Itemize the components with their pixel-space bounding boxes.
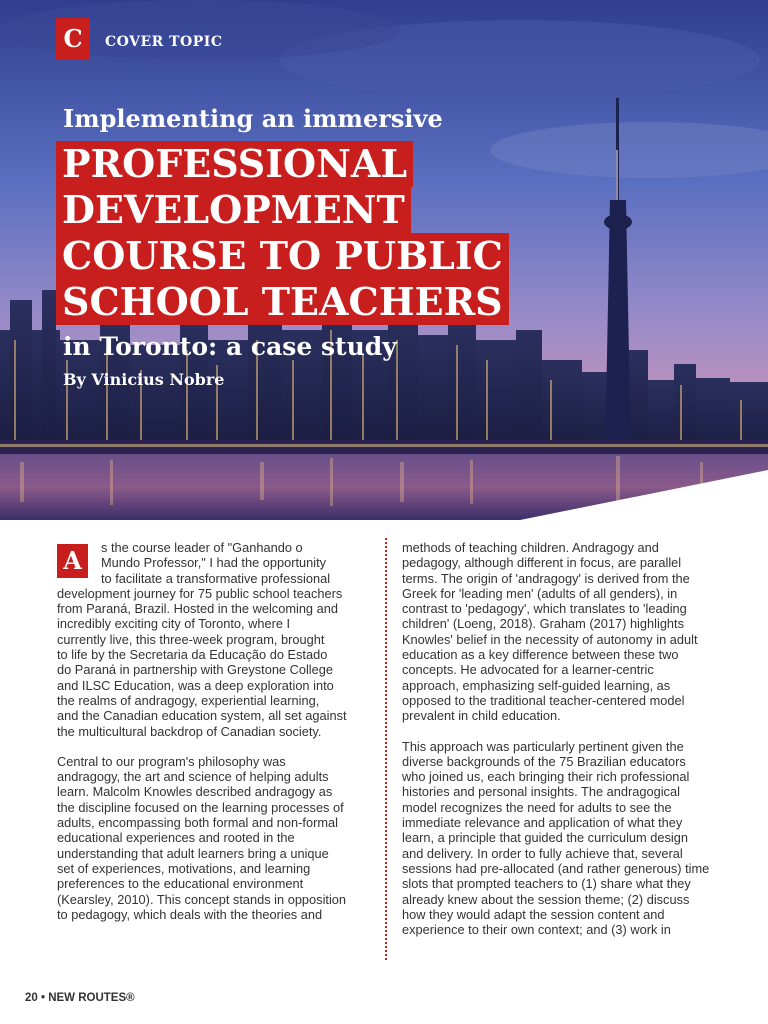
text-line: incredibly exciting city of Toronto, where I <box>57 616 291 632</box>
text-line: (Kearsley, 2010). This concept stands in opposition <box>57 891 347 907</box>
text-line: learn. Malcolm Knowles described andragogy as <box>57 784 333 800</box>
title-line-4: SCHOOL TEACHERS <box>56 279 509 325</box>
paragraph-1 <box>57 540 375 739</box>
text-line: andragogy, the art and science of helping adults <box>57 769 329 785</box>
text-line: immediate relevance and application of what they <box>402 815 683 831</box>
text-line: and the Canadian education system, all set against <box>57 708 347 724</box>
text-line: methods of teaching children. Andragogy and <box>402 540 659 555</box>
title-prefix: Implementing an immersive <box>63 104 443 133</box>
title-suffix: in Toronto: a case study <box>63 332 397 361</box>
text-line: understanding that adult learners bring a unique <box>57 845 329 861</box>
text-line: development journey for 75 public school teachers <box>57 585 343 601</box>
title-line-1: PROFESSIONAL <box>56 141 413 187</box>
text-line: educational experiences and rooted in the <box>57 830 295 846</box>
text-line: pedagogy, although different in focus, are parallel <box>402 555 682 571</box>
text-line: to facilitate a transformative professional <box>101 570 331 586</box>
text-line: model recognizes the need for adults to see the <box>402 799 672 815</box>
text-line: sessions had pre-allocated (and rather generous) time <box>402 860 710 876</box>
text-line: who joined us, each bringing their rich professional <box>402 769 690 785</box>
author-byline: By Vinicius Nobre <box>63 370 225 389</box>
text-line: concepts. He advocated for a learner-centric <box>402 662 654 678</box>
text-line: Central to our program's philosophy was <box>57 753 286 769</box>
page-footer: 20 • NEW ROUTES® <box>25 992 135 1004</box>
text-line: to pedagogy, which deals with the theories and <box>57 906 323 922</box>
paragraph-3 <box>402 540 722 724</box>
column-divider <box>385 538 387 960</box>
text-line: approach, emphasizing self-guided learning, as <box>402 677 671 693</box>
dropcap: A <box>57 544 88 578</box>
text-line: set of experiences, motivations, and learning <box>57 860 311 876</box>
text-line: This approach was particularly pertinent given the <box>402 738 684 754</box>
text-line: from Paraná, Brazil. Hosted in the welcoming and <box>57 601 338 617</box>
text-line: do Paraná in partnership with Greystone College <box>57 662 334 678</box>
text-line: Mundo Professor," I had the opportunity <box>101 555 327 571</box>
text-line: prevalent in child education. <box>402 708 561 724</box>
text-line: already knew about the session theme; (2) discuss <box>402 891 690 907</box>
text-line: opposed to the traditional teacher-centered model <box>402 692 685 708</box>
text-line: the multicultural backdrop of Canadian society. <box>57 723 322 739</box>
article-column-left <box>57 540 375 922</box>
text-line: children' (Loeng, 2018). Graham (2017) highlights <box>402 616 685 632</box>
text-line: to life by the Secretaria da Educação do Estado <box>57 647 328 663</box>
text-line: diverse backgrounds of the 75 Brazilian educators <box>402 753 686 769</box>
text-line: s the course leader of "Ganhando o <box>101 540 303 555</box>
section-label: COVER TOPIC <box>105 34 223 50</box>
text-line: slots that prompted teachers to (1) share what they <box>402 876 691 892</box>
text-line: the discipline focused on the learning processes of <box>57 799 344 815</box>
text-line: and delivery. In order to fully achieve that, several <box>402 845 683 861</box>
text-line: how they would adapt the session content and <box>402 906 665 922</box>
text-line: currently live, this three-week program, brought <box>57 631 325 647</box>
text-line: learn, a principle that guided the curriculum design <box>402 830 688 846</box>
text-line: Knowles' belief in the necessity of autonomy in adult <box>402 631 698 647</box>
title-line-3: COURSE TO PUBLIC <box>56 233 509 279</box>
text-line: education as a key difference between these two <box>402 647 679 663</box>
article-column-right <box>402 540 722 937</box>
text-line: adults, encompassing both formal and non-formal <box>57 815 338 831</box>
text-line: the realms of andragogy, experiential learning, <box>57 692 320 708</box>
title-line-2: DEVELOPMENT <box>56 187 411 233</box>
text-line: and ILSC Education, was a deep exploration into <box>57 677 334 693</box>
text-line: Greek for 'leading men' (adults of all genders), in <box>402 585 678 601</box>
text-line: histories and personal insights. The andragogical <box>402 784 680 800</box>
section-badge: C <box>56 18 90 60</box>
text-line: terms. The origin of 'andragogy' is derived from the <box>402 570 690 586</box>
text-line: experience to their own context; and (3) work in <box>402 922 671 938</box>
text-line: preferences to the educational environment <box>57 876 304 892</box>
paragraph-4 <box>402 739 722 938</box>
paragraph-2 <box>57 754 375 922</box>
text-line: contrast to 'pedagogy', which translates to 'leading <box>402 601 687 617</box>
